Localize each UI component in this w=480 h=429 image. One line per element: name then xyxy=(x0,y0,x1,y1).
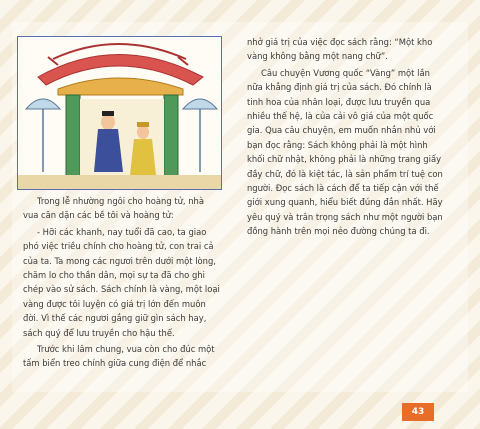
left-column xyxy=(23,194,220,373)
paragraph: Trong lễ nhường ngôi cho hoàng tử, nhà vua căn dặn các bề tôi và hoàng tử: xyxy=(23,196,204,221)
paragraph: Câu chuyện Vương quốc “Vàng” một lần nữa khẳng định giá trị của sách. Đó chính là tinh hoa của nhân loại, được lưu truyền qua nhiều thế hệ, là của cải vô giá của một quốc gia. Qua câu chuyện, em muốn nhắn nhủ với bạn đọc rằng: Sách không phải là một hình khối chữ nhật, không phải là những trang giấy đầy chữ, đó là kiệt tác, là sản phẩm trí tuệ con người. Đọc sách là cách để ta tiếp cận với thế giới xung quanh, hiểu biết đúng đắn nhất. Hãy yêu quý và trân trọng sách như một người bạn đồng hành trên mọi nẻo đường chúng ta đi. xyxy=(247,67,443,237)
paragraph: Trước khi lâm chung, vua còn cho đúc một tấm biển treo chính giữa cung điện để nhắc xyxy=(23,344,215,369)
page-number: 43 xyxy=(402,403,434,421)
paragraph: nhở giá trị của việc đọc sách rằng: “Một kho vàng không bằng một nang chữ”. xyxy=(247,37,433,62)
right-column xyxy=(247,35,447,241)
illustration-drawing xyxy=(18,37,221,189)
palace-scene-illustration xyxy=(17,36,222,190)
paragraph: - Hỡi các khanh, nay tuổi đã cao, ta giao phó việc triều chính cho hoàng tử, con trai cả của ta. Ta mong các ngươi trên dưới một lòng, chăm lo cho thần dân, mọi sự ta đã cho ghi chép vào sử sách. Sách chính là vàng, một loại vàng được tôi luyện có giá trị lớn đến muôn đời. Vì thế các ngươi gắng giữ gìn sách hay, sách quý để lưu truyền cho hậu thế. xyxy=(23,226,220,338)
